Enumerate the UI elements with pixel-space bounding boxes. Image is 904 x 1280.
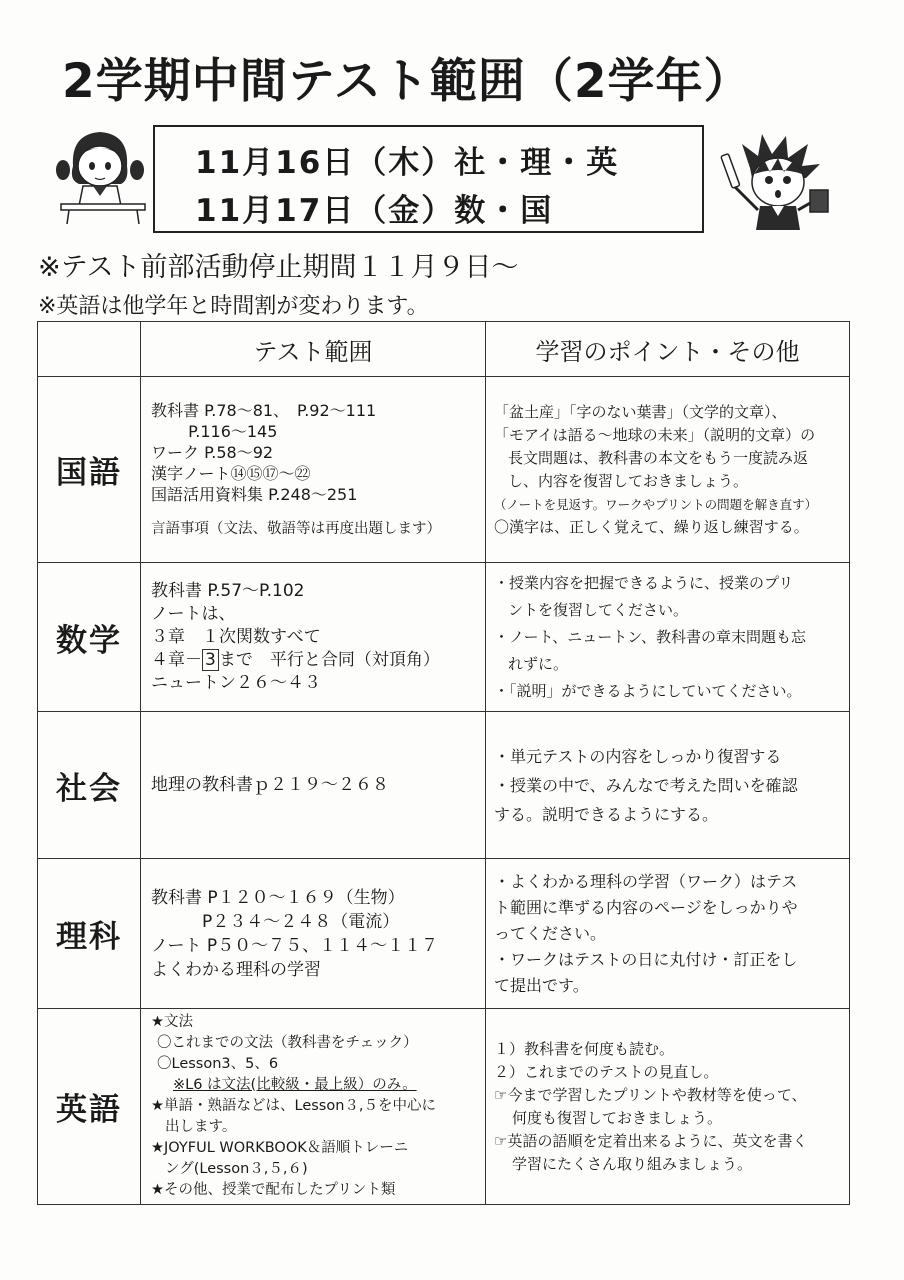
range-line: 〇これまでの文法（教科書をチェック） (157, 1035, 418, 1051)
range-line: ノートは、 (151, 603, 236, 624)
point-line: ・「説明」ができるようにしていてください。 (494, 681, 802, 700)
table-row-kokugo (38, 377, 850, 563)
page-title: 2学期中間テスト範囲（2学年） (62, 54, 752, 109)
range-sugaku (141, 563, 486, 712)
point-line: 「盆土産」「字のない葉書」（文学的文章）、 (494, 402, 787, 421)
table-header-row (38, 322, 850, 377)
point-line: し、内容を復習しておきましょう。 (508, 471, 749, 490)
table-row-rika (38, 859, 850, 1009)
point-line: ☞今まで学習したプリントや教材等を使って、 (494, 1085, 807, 1104)
range-line: ワーク P.58～92 (151, 442, 274, 462)
range-line: ノート P５０～７５、１１４～１１７ (151, 935, 439, 956)
table-row-eigo (38, 1009, 850, 1205)
point-line: て提出です。 (494, 975, 589, 995)
range-line: ★JOYFUL WORKBOOK＆語順トレーニ (151, 1140, 409, 1156)
point-line: ２）これまでのテストの見直し。 (494, 1062, 719, 1081)
range-line: よくわかる理科の学習 (151, 959, 321, 980)
subject-eigo: 英語 (38, 1009, 141, 1205)
subject-shakai: 社会 (38, 712, 141, 859)
range-line: ニュートン２６～４３ (151, 672, 321, 693)
points-sugaku (486, 563, 850, 712)
point-line: する。説明できるようにする。 (494, 804, 719, 824)
point-line: ントを復習してください。 (508, 600, 689, 619)
range-line: 地理の教科書ｐ２１９～２６８ (151, 774, 389, 795)
point-line: ☞英語の語順を定着出来るように、英文を書く (494, 1131, 808, 1150)
subject-rika: 理科 (38, 859, 141, 1009)
point-line: （ノートを見返す。ワークやプリントの問題を解き直す） (494, 496, 818, 512)
chapter-section-box: 3 (202, 649, 219, 671)
range-line: 教科書 P１２０～１６９（生物） (151, 887, 405, 908)
point-line: 長文問題は、教科書の本文をもう一度読み返 (508, 448, 809, 467)
range-line: ４章－ 3 まで 平行と合同（対頂角） (151, 649, 440, 670)
point-line: ・授業内容を把握できるように、授業のプリ (494, 573, 794, 592)
point-line: ・ワークはテストの日に丸付け・訂正をし (494, 949, 798, 969)
range-line: P.116～145 (151, 421, 278, 441)
range-rika (141, 859, 486, 1009)
range-eigo (141, 1009, 486, 1205)
range-line: 漢字ノート⑭⑮⑰～㉒ (151, 463, 311, 483)
points-shakai (486, 712, 850, 859)
pointing-hand-icon: ☞ (494, 1131, 508, 1150)
test-range-table (37, 321, 850, 1205)
range-line: 教科書 P.78～81、 P.92～111 (151, 400, 377, 420)
boy-illustration (712, 130, 842, 235)
point-line: ・よくわかる理科の学習（ワーク）はテス (494, 871, 798, 891)
test-dates-box (153, 125, 704, 233)
club-suspension-note: ※テスト前部活動停止期間１１月９日～ (38, 252, 519, 283)
range-kokugo (141, 377, 486, 563)
pointing-hand-icon: ☞ (494, 1085, 508, 1104)
points-kokugo (486, 377, 850, 563)
range-line: ★その他、授業で配布したプリント類 (151, 1182, 396, 1198)
range-line: ※L6 は文法(比較級・最上級）のみ。 (173, 1077, 417, 1093)
point-line: ・ノート、ニュートン、教科書の章末問題も忘 (494, 627, 807, 646)
point-line: 学習にたくさん取り組みましょう。 (512, 1154, 753, 1173)
header-test-range: テスト範囲 (141, 322, 486, 377)
range-line: 国語活用資料集 P.248～251 (151, 484, 358, 504)
point-line: ってください。 (494, 923, 607, 943)
range-line: ★単語・熟語などは、Lesson３,５を中心に (151, 1098, 437, 1114)
range-line: 言語事項（文法、敬語等は再度出題します） (151, 520, 441, 537)
point-line: １）教科書を何度も読む。 (494, 1039, 675, 1058)
range-line: ３章 １次関数すべて (151, 626, 321, 647)
table-row-sugaku (38, 563, 850, 712)
range-line: 〇Lesson3、5、6 (157, 1056, 279, 1072)
range-line: P２３４～２４８（電流） (151, 911, 400, 932)
point-line: れずに。 (508, 654, 569, 673)
table-row-shakai (38, 712, 850, 859)
test-date-day1: 11月16日（木）社・理・英 (195, 145, 620, 181)
point-line: 何度も復習しておきましょう。 (512, 1108, 723, 1127)
points-rika (486, 859, 850, 1009)
range-line: 教科書 P.57～P.102 (151, 580, 305, 601)
point-line: ト範囲に準ずる内容のページをしっかりや (494, 897, 798, 917)
range-line: ★文法 (151, 1014, 193, 1030)
point-line: 〇漢字は、正しく覚えて、繰り返し練習する。 (494, 517, 809, 536)
test-date-day2: 11月17日（金）数・国 (195, 193, 554, 229)
range-shakai (141, 712, 486, 859)
subject-sugaku: 数学 (38, 563, 141, 712)
subject-kokugo: 国語 (38, 377, 141, 563)
points-eigo (486, 1009, 850, 1205)
range-line: ング(Lesson３,５,６) (165, 1161, 308, 1177)
english-timetable-note: ※英語は他学年と時間割が変わります。 (38, 294, 429, 319)
point-line: ・授業の中で、みんなで考えた問いを確認 (494, 775, 798, 795)
range-line: 出します。 (165, 1119, 237, 1135)
point-line: ・単元テストの内容をしっかり復習する (494, 746, 782, 766)
point-line: 「モアイは語る～地球の未来」（説明的文章）の (494, 425, 816, 444)
header-subject (38, 322, 141, 377)
header-study-points: 学習のポイント・その他 (486, 322, 850, 377)
girl-illustration (55, 126, 150, 226)
